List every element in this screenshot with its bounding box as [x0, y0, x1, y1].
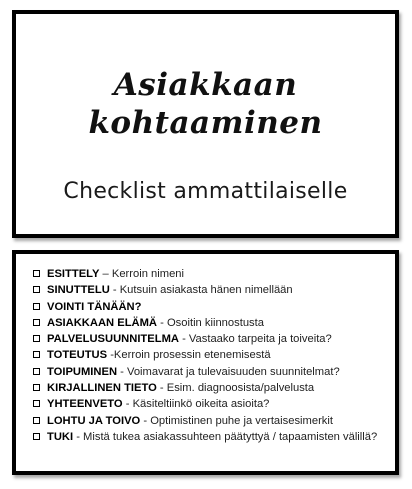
- item-keyword: YHTEENVETO: [47, 398, 123, 411]
- item-text: - Kutsuin asiakasta hänen nimellään: [109, 284, 293, 297]
- checkbox-icon[interactable]: [33, 417, 40, 424]
- item-text: - Vastaako tarpeita ja toiveita?: [178, 333, 332, 346]
- checklist-item-sinuttelu: [47, 282, 385, 298]
- item-keyword: ASIAKKAAN ELÄMÄ: [47, 316, 158, 329]
- item-keyword: LOHTU JA TOIVO: [47, 414, 141, 427]
- checklist-item-palvelusuunnitelma: [47, 331, 385, 347]
- checkbox-icon[interactable]: [33, 270, 40, 277]
- title-line-1: Asiakkaan: [113, 67, 298, 103]
- item-keyword: TOTEUTUS: [47, 349, 108, 362]
- item-text: - Voimavarat ja tulevaisuuden suunnitelmat?: [117, 365, 340, 378]
- checklist-card: [12, 250, 399, 475]
- checklist-item-asiakkaan-elama: [47, 315, 385, 331]
- item-keyword: TUKI: [47, 430, 74, 443]
- checkbox-icon[interactable]: [33, 351, 40, 358]
- item-keyword: PALVELUSUUNNITELMA: [47, 333, 179, 346]
- checkbox-icon[interactable]: [33, 286, 40, 293]
- subtitle: Checklist ammattilaiselle: [63, 179, 348, 204]
- checklist-item-toteutus: [47, 347, 385, 363]
- checkbox-icon[interactable]: [33, 335, 40, 342]
- item-keyword: KIRJALLINEN TIETO: [47, 382, 157, 395]
- checklist-item-yhteenveto: [47, 396, 385, 412]
- checkbox-icon[interactable]: [33, 368, 40, 375]
- checklist-item-vointi: [47, 299, 385, 315]
- item-keyword: TOIPUMINEN: [47, 365, 118, 378]
- title-line-2: kohtaaminen: [88, 105, 323, 141]
- item-text: – Kerroin nimeni: [99, 268, 185, 280]
- item-text: - Optimistinen puhe ja vertaisesimerkit: [140, 414, 333, 427]
- checklist-item-kirjallinen-tieto: [47, 380, 385, 396]
- item-text: - Osoitin kiinnostusta: [157, 316, 264, 329]
- item-keyword: SINUTTELU: [47, 284, 110, 297]
- checkbox-icon[interactable]: [33, 319, 40, 326]
- checklist-item-toipuminen: [47, 364, 385, 380]
- item-text: - Esim. diagnoosista/palvelusta: [156, 382, 315, 395]
- checkbox-icon[interactable]: [33, 400, 40, 407]
- item-keyword: VOINTI TÄNÄÄN?: [47, 300, 142, 313]
- checkbox-icon[interactable]: [33, 433, 40, 440]
- checklist-item-tuki: [47, 429, 385, 445]
- item-text: - Käsiteltiinkö oikeita asioita?: [122, 398, 270, 411]
- checklist-item-lohtu-ja-toivo: [47, 413, 385, 429]
- item-keyword: ESITTELY: [47, 268, 100, 280]
- checkbox-icon[interactable]: [33, 384, 40, 391]
- title: [16, 66, 395, 142]
- title-card: [12, 10, 399, 238]
- checkbox-icon[interactable]: [33, 303, 40, 310]
- item-text: -Kerroin prosessin etenemisestä: [107, 349, 271, 362]
- checklist-item-esittely: [47, 266, 385, 282]
- item-text: - Mistä tukea asiakassuhteen päätyttyä / tapaamisten välillä?: [73, 430, 378, 443]
